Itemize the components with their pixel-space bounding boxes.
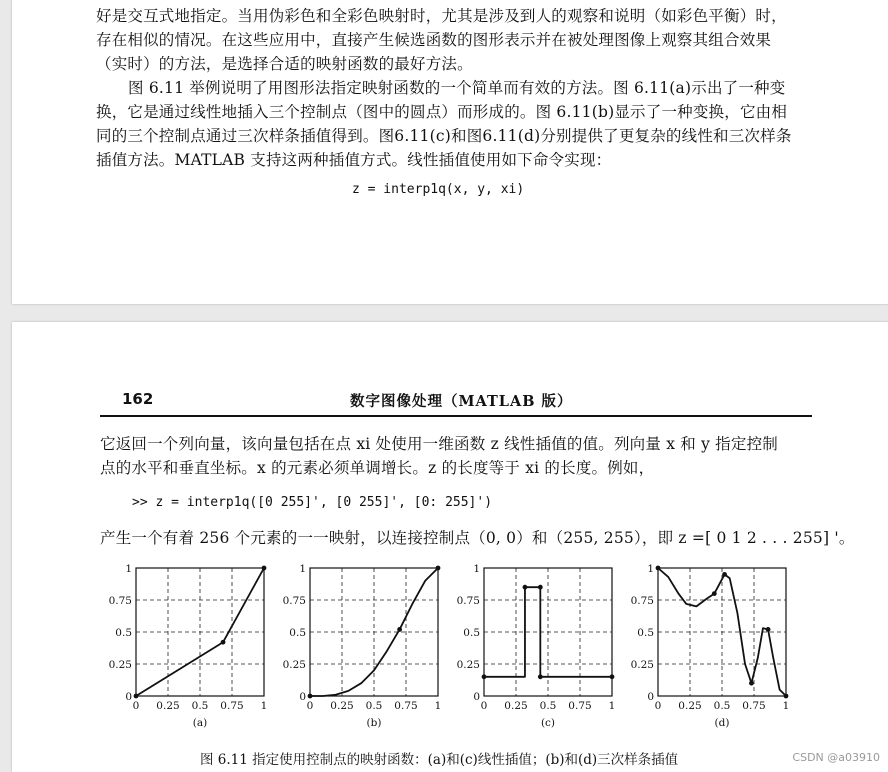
x-tick-label: 0.5 — [365, 700, 383, 712]
figure-panel-d — [622, 558, 792, 753]
y-tick-label: 0.5 — [463, 627, 480, 639]
control-point — [722, 572, 727, 577]
y-tick-label: 0.5 — [289, 627, 306, 639]
x-tick-label: 0.75 — [220, 700, 244, 712]
y-tick-label: 0.75 — [456, 595, 480, 607]
chart-a — [100, 558, 270, 753]
x-tick-label: 1 — [608, 700, 616, 712]
x-tick-label: 0.25 — [678, 700, 702, 712]
control-point — [749, 681, 754, 686]
control-point — [134, 694, 139, 699]
chart-d — [622, 558, 792, 753]
x-tick-label: 0.25 — [330, 700, 354, 712]
y-tick-label: 0.25 — [108, 659, 132, 671]
y-tick-label: 0 — [299, 691, 306, 703]
y-tick-label: 0 — [647, 691, 654, 703]
panel-label: (a) — [192, 717, 208, 729]
x-tick-label: 1 — [434, 700, 442, 712]
x-tick-label: 0.25 — [156, 700, 180, 712]
y-tick-label: 0.25 — [282, 659, 306, 671]
y-tick-label: 1 — [473, 563, 480, 575]
y-tick-label: 1 — [299, 563, 306, 575]
y-tick-label: 0.5 — [115, 627, 132, 639]
page-number: 162 — [122, 390, 154, 408]
x-tick-label: 0 — [654, 700, 662, 712]
y-tick-label: 0 — [473, 691, 480, 703]
paragraph-line: 它返回一个列向量，该向量包括在点 xi 处使用一维函数 z 线性插值的值。列向量 x 和 y 指定控制 — [100, 435, 778, 453]
x-tick-label: 0.75 — [568, 700, 592, 712]
x-tick-label: 0 — [480, 700, 488, 712]
control-point — [221, 640, 226, 645]
control-point — [482, 674, 487, 679]
document-page-bottom — [12, 322, 888, 772]
control-point — [538, 585, 543, 590]
control-point — [784, 694, 789, 699]
panel-label: (b) — [366, 717, 382, 729]
figure-panel-c — [448, 558, 618, 753]
y-tick-label: 0.25 — [630, 659, 654, 671]
paragraph-line: 插值方法。MATLAB 支持这两种插值方式。线性插值使用如下命令实现： — [96, 151, 612, 169]
control-point — [436, 566, 441, 571]
paragraph-line: 好是交互式地指定。当用伪彩色和全彩色映射时，尤其是涉及到人的观察和说明（如彩色平衡）时， — [96, 7, 787, 25]
panel-label: (c) — [540, 717, 556, 729]
control-point — [656, 566, 661, 571]
y-tick-label: 0.75 — [108, 595, 132, 607]
control-point — [397, 627, 402, 632]
x-tick-label: 1 — [260, 700, 268, 712]
running-header-title: 数字图像处理（MATLAB 版） — [350, 393, 573, 410]
code-line: >> z = interp1q([0 255]', [0 255]', [0: 255]') — [132, 495, 493, 510]
x-tick-label: 0.5 — [539, 700, 557, 712]
y-tick-label: 0.75 — [630, 595, 654, 607]
chart-b — [274, 558, 444, 753]
y-tick-label: 1 — [125, 563, 132, 575]
header-rule — [100, 415, 812, 417]
figure-panel-b — [274, 558, 444, 753]
y-tick-label: 0 — [125, 691, 132, 703]
document-page-top — [12, 0, 888, 304]
y-tick-label: 0.25 — [456, 659, 480, 671]
paragraph-line: 同的三个控制点通过三次样条插值得到。图6.11(c)和图6.11(d)分别提供了更复杂的线性和三次样条 — [96, 127, 792, 145]
code-line: z = interp1q(x, y, xi) — [352, 182, 525, 197]
paragraph-line: 存在相似的情况。在这些应用中，直接产生候选函数的图形表示并在被处理图像上观察其组合效果 — [96, 31, 772, 49]
y-tick-label: 1 — [647, 563, 654, 575]
x-tick-label: 0.75 — [394, 700, 418, 712]
x-tick-label: 0 — [132, 700, 140, 712]
x-tick-label: 0.5 — [191, 700, 209, 712]
figure-caption: 图 6.11 指定使用控制点的映射函数：(a)和(c)线性插值；(b)和(d)三次样条插值 — [200, 752, 679, 768]
control-point — [712, 591, 717, 596]
x-tick-label: 0.75 — [742, 700, 766, 712]
y-tick-label: 0.5 — [637, 627, 654, 639]
control-point — [308, 694, 313, 699]
panel-label: (d) — [714, 717, 730, 729]
x-tick-label: 0.25 — [504, 700, 528, 712]
x-tick-label: 1 — [782, 700, 790, 712]
figure-panel-a — [100, 558, 270, 753]
paragraph-line: 换，它是通过线性地插入三个控制点（图中的圆点）而形成的。图 6.11(b)显示了一种变换，它由相 — [96, 103, 788, 121]
paragraph-line: 点的水平和垂直坐标。x 的元素必须单调增长。z 的长度等于 xi 的长度。例如， — [100, 459, 655, 477]
x-tick-label: 0.5 — [713, 700, 731, 712]
control-point — [610, 674, 615, 679]
paragraph-line: （实时）的方法，是选择合适的映射函数的最好方法。 — [96, 55, 473, 73]
x-tick-label: 0 — [306, 700, 314, 712]
control-point — [538, 674, 543, 679]
control-point — [523, 585, 528, 590]
y-tick-label: 0.75 — [282, 595, 306, 607]
control-point — [766, 627, 771, 632]
paragraph-line: 图 6.11 举例说明了用图形法指定映射函数的一个简单而有效的方法。图 6.11(a)示出了一种变 — [128, 79, 786, 97]
chart-c — [448, 558, 618, 753]
watermark: CSDN @a03910 — [792, 751, 880, 764]
paragraph-line: 产生一个有着 256 个元素的一一映射，以连接控制点（0, 0）和（255, 255），即 z =[ 0 1 2 . . . 255] '。 — [100, 529, 855, 547]
control-point — [262, 566, 267, 571]
